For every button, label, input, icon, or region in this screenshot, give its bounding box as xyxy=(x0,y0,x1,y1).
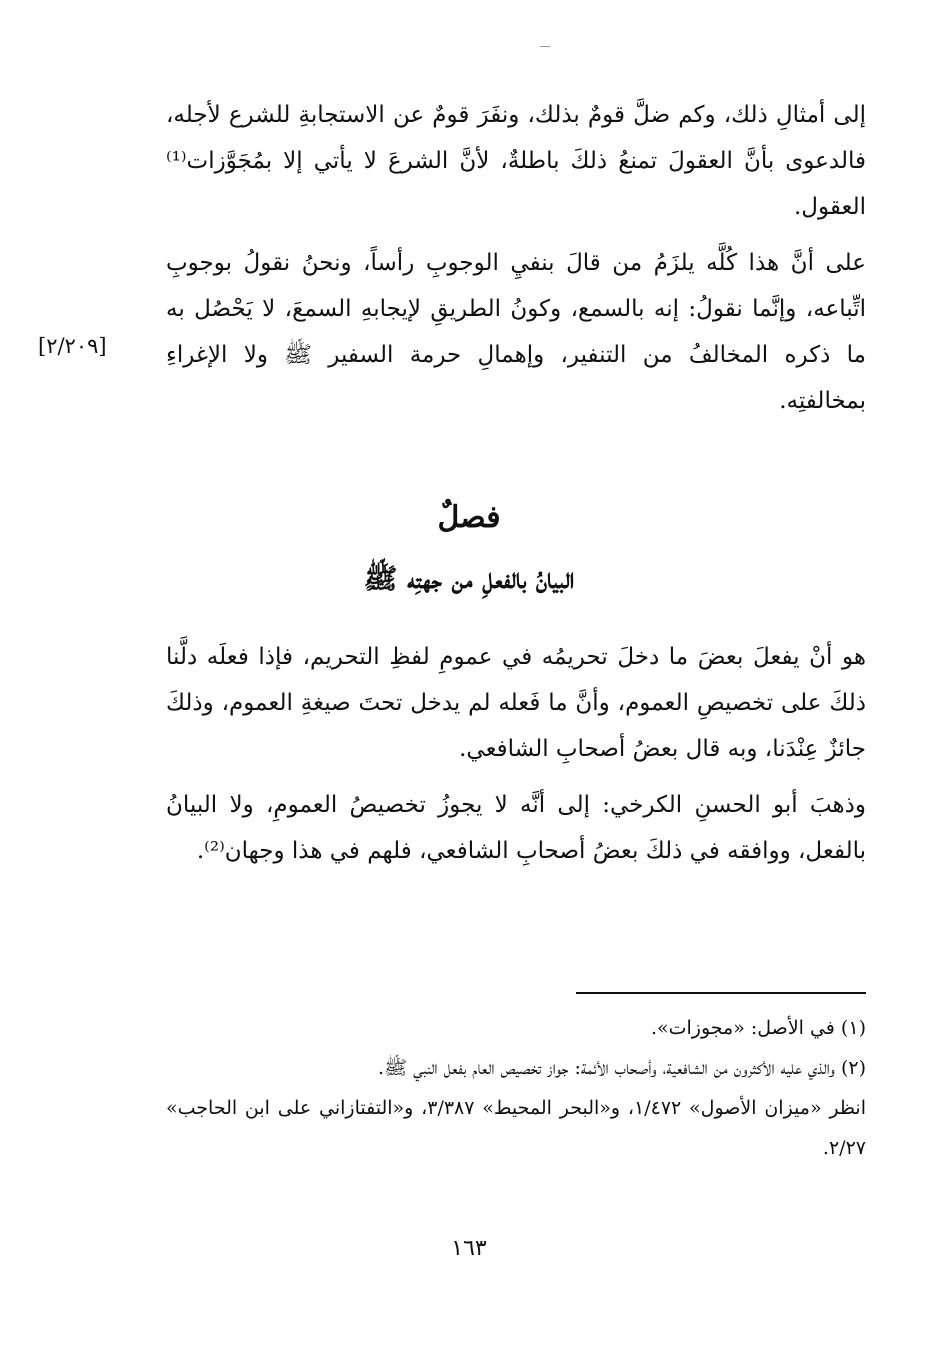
footnote-divider xyxy=(576,992,866,994)
section-label: فصلٌ xyxy=(437,500,501,535)
page-top-mark xyxy=(540,46,550,47)
footnote-2-continuation: انظر «ميزان الأصول» ١/٤٧٢، و«البحر المحيط» ٣/٣٨٧، و«التفتازاني على ابن الحاجب» ٢/٢٧. xyxy=(166,1097,867,1159)
footnote-2: (٢) والذي عليه الأكثرون من الشافعية، وأصحاب الأئمة: جواز تخصيص العام بفعل النبي ﷺ. xyxy=(378,1057,866,1079)
page-number: ١٦٣ xyxy=(451,1236,487,1261)
body-text-top xyxy=(166,92,866,424)
footnote-1: (١) في الأصل: «مجوزات». xyxy=(650,1017,866,1039)
body-paragraph-1: إلى أمثالِ ذلك، وكم ضلَّ قومٌ بذلك، ونفَرَ قومٌ عن الاستجابةِ للشرع لأجله، فالدعوى بأنَّ العقولَ تمنعُ ذلكَ باطلةٌ، لأنَّ الشرعَ لا يأتي إلا بمُجَوَّزات⁽¹⁾ العقول. xyxy=(166,102,866,220)
footnotes xyxy=(166,1008,866,1168)
section-heading: البيانُ بالفعلِ من جهتِه ﷺ xyxy=(363,562,575,595)
body-paragraph-4: وذهبَ أبو الحسنِ الكرخي: إلى أنَّه لا يجوزُ تخصيصُ العمومِ، ولا البيانُ بالفعل، ووافقه في ذلكَ بعضُ أصحابِ الشافعي، فلهم في هذا وجهان⁽²⁾. xyxy=(166,792,866,864)
marginal-page-reference: [٢/٢٠٩] xyxy=(38,334,107,358)
body-paragraph-2: على أنَّ هذا كُلَّه يلزَمُ من قالَ بنفيِ الوجوبِ رأساً، ونحنُ نقولُ بوجوبِ اتِّباعه، وإنَّما نقولُ: إنه بالسمع، وكونُ الطريقِ لإيجابهِ السمعَ، لا يَحْصُل به ما ذكره المخالفُ من التنفير، وإهمالِ حرمة السفير ﷺ ولا الإغراءِ بمخالفتِه. xyxy=(166,250,866,414)
body-text-bottom xyxy=(166,634,866,874)
body-paragraph-3: هو أنْ يفعلَ بعضَ ما دخلَ تحريمُه في عمومِ لفظِ التحريم، فإذا فعلَه دلَّنا ذلكَ على تخصيصِ العموم، وأنَّ ما فَعله لم يدخل تحتَ صيغةِ العموم، وذلكَ جائزٌ عِنْدَنا، وبه قال بعضُ أصحابِ الشافعي. xyxy=(166,644,866,762)
